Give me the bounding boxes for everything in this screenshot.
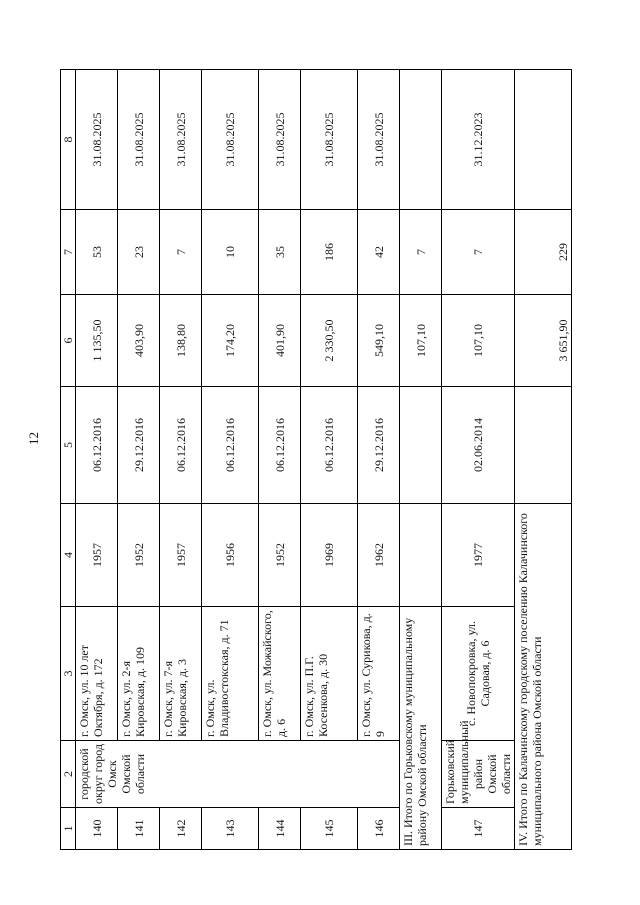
- address-cell: г. Омск, ул. Можайского, д. 6: [259, 607, 301, 741]
- year-cell: 1952: [118, 504, 160, 607]
- deadline-cell: 31.08.2025: [259, 70, 301, 210]
- deadline-cell: 31.08.2025: [358, 70, 400, 210]
- subtotal-people: 229: [515, 210, 572, 295]
- empty-cell: [515, 387, 572, 504]
- col-header: 5: [61, 387, 76, 504]
- people-cell: 7: [442, 210, 515, 295]
- people-cell: 42: [358, 210, 400, 295]
- col-header: 2: [61, 741, 76, 808]
- table-row: [259, 70, 301, 850]
- row-number: 145: [301, 808, 358, 850]
- date-cell: 06.12.2016: [76, 387, 118, 504]
- area-cell: 174,20: [202, 295, 259, 387]
- address-cell: г. Омск, ул. 7-я Кировская, д. 3: [160, 607, 202, 741]
- date-cell: 02.06.2014: [442, 387, 515, 504]
- subtotal-area: 107,10: [400, 295, 442, 387]
- table-row: [76, 70, 118, 850]
- year-cell: 1962: [358, 504, 400, 607]
- people-cell: 10: [202, 210, 259, 295]
- date-cell: 06.12.2016: [301, 387, 358, 504]
- area-cell: 403,90: [118, 295, 160, 387]
- year-cell: 1969: [301, 504, 358, 607]
- date-cell: 06.12.2016: [259, 387, 301, 504]
- table-row: [118, 70, 160, 850]
- col-header: 4: [61, 504, 76, 607]
- table-row: [202, 70, 259, 850]
- year-cell: 1956: [202, 504, 259, 607]
- date-cell: 06.12.2016: [202, 387, 259, 504]
- col-header: 7: [61, 210, 76, 295]
- col-header: 1: [61, 808, 76, 850]
- row-number: 146: [358, 808, 400, 850]
- subtotal-label: III. Итого по Горьковскому муниципальному району Омской области: [400, 607, 442, 850]
- date-cell: 29.12.2016: [118, 387, 160, 504]
- row-number: 147: [442, 808, 515, 850]
- area-cell: 1 135,50: [76, 295, 118, 387]
- address-cell: г. Омск, ул. 2-я Кировская, д. 109: [118, 607, 160, 741]
- deadline-cell: 31.08.2025: [118, 70, 160, 210]
- row-number: 143: [202, 808, 259, 850]
- deadline-cell: 31.08.2025: [160, 70, 202, 210]
- deadline-cell: 31.12.2023: [442, 70, 515, 210]
- year-cell: 1957: [160, 504, 202, 607]
- deadline-cell: 31.08.2025: [76, 70, 118, 210]
- area-cell: 401,90: [259, 295, 301, 387]
- date-cell: 06.12.2016: [160, 387, 202, 504]
- rotated-table-wrapper: [60, 70, 570, 850]
- district-cell: городской округ город Омск Омской области: [76, 741, 400, 808]
- year-cell: 1977: [442, 504, 515, 607]
- people-cell: 23: [118, 210, 160, 295]
- subtotal-people: 7: [400, 210, 442, 295]
- table-row: [442, 70, 515, 850]
- address-cell: г. Омск, ул. П.Г. Косенкова, д. 30: [301, 607, 358, 741]
- housing-table: [60, 69, 572, 850]
- empty-cell: [400, 70, 442, 210]
- subtotal-row: [400, 70, 442, 850]
- row-number: 144: [259, 808, 301, 850]
- empty-cell: [400, 387, 442, 504]
- deadline-cell: 31.08.2025: [301, 70, 358, 210]
- row-number: 142: [160, 808, 202, 850]
- subtotal-label: IV. Итого по Калачинскому городскому поселению Калачинского муниципального района Омской области: [515, 504, 572, 850]
- district-cell: Горьковский муниципальный район Омской области: [442, 741, 515, 808]
- row-number: 140: [76, 808, 118, 850]
- address-cell: г. Омск, ул. Сурикова, д. 9: [358, 607, 400, 741]
- area-cell: 107,10: [442, 295, 515, 387]
- year-cell: 1957: [76, 504, 118, 607]
- col-header: 8: [61, 70, 76, 210]
- table-row: [160, 70, 202, 850]
- table-row: [301, 70, 358, 850]
- subtotal-row: [515, 70, 572, 850]
- page-number: 12: [26, 432, 41, 445]
- empty-cell: [515, 70, 572, 210]
- table-row: [358, 70, 400, 850]
- area-cell: 138,80: [160, 295, 202, 387]
- people-cell: 35: [259, 210, 301, 295]
- people-cell: 53: [76, 210, 118, 295]
- area-cell: 549,10: [358, 295, 400, 387]
- subtotal-area: 3 651,90: [515, 295, 572, 387]
- year-cell: 1952: [259, 504, 301, 607]
- col-header: 3: [61, 607, 76, 741]
- row-number: 141: [118, 808, 160, 850]
- address-cell: г. Омск, ул. Владивостокская, д. 71: [202, 607, 259, 741]
- empty-cell: [400, 504, 442, 607]
- deadline-cell: 31.08.2025: [202, 70, 259, 210]
- col-header: 6: [61, 295, 76, 387]
- people-cell: 7: [160, 210, 202, 295]
- address-cell: г. Омск, ул. 10 лет Октября, д. 172: [76, 607, 118, 741]
- date-cell: 29.12.2016: [358, 387, 400, 504]
- area-cell: 2 330,50: [301, 295, 358, 387]
- address-cell: с. Новопокровка, ул. Садовая, д. 6: [442, 607, 515, 741]
- people-cell: 186: [301, 210, 358, 295]
- header-row: [61, 70, 76, 850]
